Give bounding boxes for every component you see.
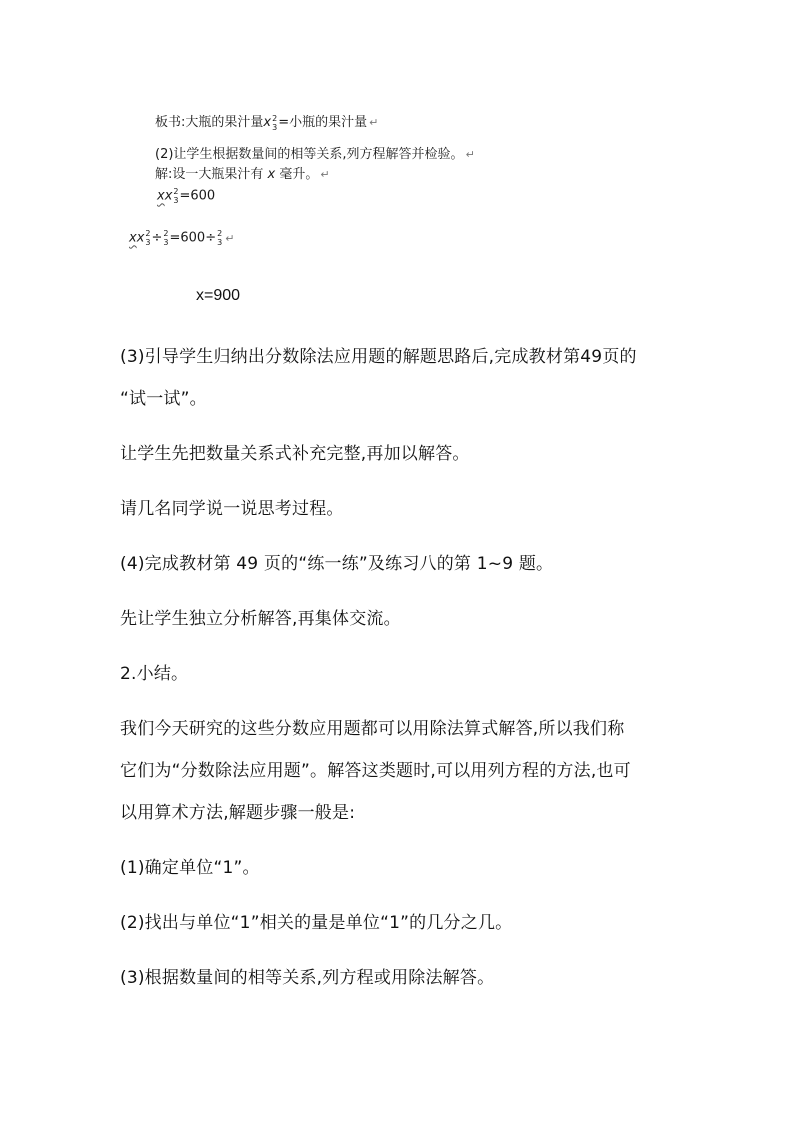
instruction-text: (2)让学生根据数量间的相等关系,列方程解答并检验。 (155, 147, 464, 162)
paragraph-line: 让学生先把数量关系式补充完整,再加以解答。 (120, 444, 470, 464)
answer-line: x=900 (196, 287, 241, 304)
fraction-two-thirds: 2 3 (173, 187, 179, 205)
board-note-line (155, 111, 378, 132)
return-mark-icon: ↵ (369, 116, 379, 129)
paragraph-line: 先让学生独立分析解答,再集体交流。 (120, 609, 401, 629)
variable-x: x (263, 115, 272, 130)
board-note-equals: =小瓶的果汁量 (278, 115, 368, 130)
variable-x: x (129, 230, 137, 246)
paragraph-line: 我们今天研究的这些分数应用题都可以用除法算式解答,所以我们称 (120, 719, 625, 739)
divide-sign: ÷ (151, 230, 163, 246)
return-mark-icon: ↵ (320, 168, 330, 181)
paragraph-line: (3)引导学生归纳出分数除法应用题的解题思路后,完成教材第49页的 (120, 347, 637, 367)
solution-setup-unit: 毫升。 (279, 167, 319, 182)
solution-setup-text: 解:设一大瓶果汁有 (155, 167, 264, 182)
variable-x: x (157, 188, 165, 204)
variable-x: x (267, 167, 276, 182)
board-note-label: 板书:大瓶的果汁量 (155, 115, 264, 130)
equation-rhs: =600 (179, 188, 216, 204)
fraction-two-thirds: 2 3 (163, 229, 169, 247)
fraction-two-thirds: 2 3 (272, 113, 278, 132)
equation-rhs: =600÷ (169, 230, 217, 246)
section-heading: 2.小结。 (120, 664, 189, 684)
fraction-two-thirds: 2 3 (217, 229, 223, 247)
return-mark-icon: ↵ (225, 231, 235, 245)
paragraph-line: 以用算术方法,解题步骤一般是: (120, 803, 356, 823)
paragraph-line: 请几名同学说一说思考过程。 (120, 499, 344, 519)
paragraph-line: 它们为“分数除法应用题”。解答这类题时,可以用列方程的方法,也可 (120, 761, 631, 781)
equation-2 (129, 229, 234, 247)
times-sign: x (164, 188, 173, 204)
step-item: (2)找出与单位“1”相关的量是单位“1”的几分之几。 (120, 913, 513, 933)
paragraph-line: (4)完成教材第 49 页的“练一练”及练习八的第 1~9 题。 (120, 554, 554, 574)
return-mark-icon: ↵ (465, 148, 475, 161)
times-sign: x (136, 230, 145, 246)
instruction-line-2 (155, 143, 475, 162)
equation-1 (157, 187, 215, 205)
solution-setup-line (155, 163, 330, 182)
fraction-two-thirds: 2 3 (145, 229, 151, 247)
step-item: (3)根据数量间的相等关系,列方程或用除法解答。 (120, 968, 495, 988)
step-item: (1)确定单位“1”。 (120, 858, 260, 878)
paragraph-line: “试一试”。 (120, 389, 207, 409)
